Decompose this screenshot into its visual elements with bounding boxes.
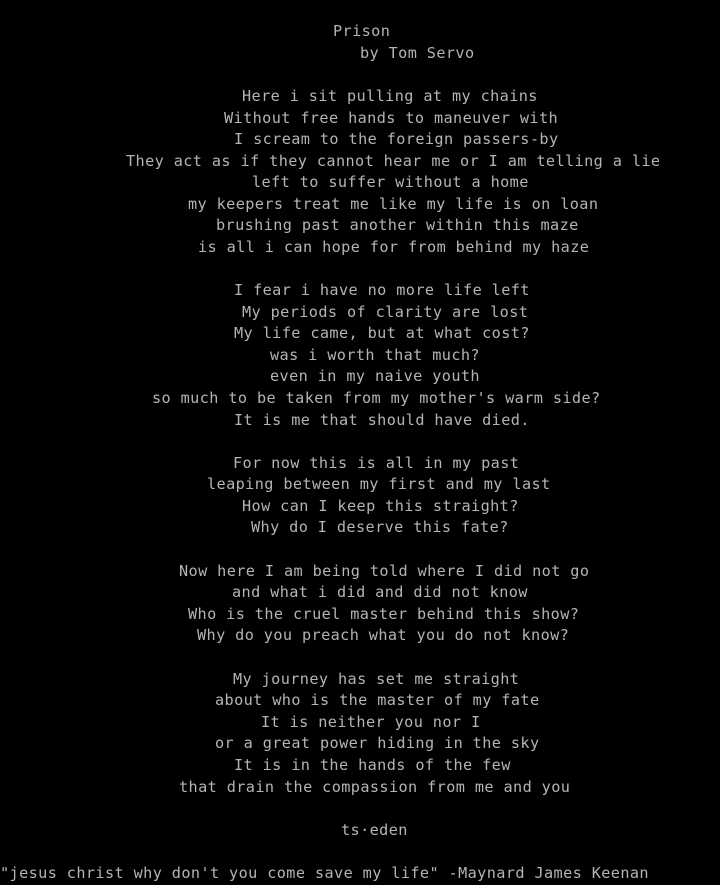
stanza-1-line-6: my keepers treat me like my life is on loan: [188, 195, 599, 213]
stanza-1-line-2: Without free hands to maneuver with: [224, 109, 559, 127]
stanza-5-line-6: that drain the compassion from me and you: [179, 778, 571, 796]
stanza-5-line-2: about who is the master of my fate: [215, 691, 540, 709]
stanza-5-line-3: It is neither you nor I: [261, 713, 481, 731]
poem-byline: by Tom Servo: [360, 44, 475, 62]
stanza-2-line-4: was i worth that much?: [270, 346, 480, 364]
stanza-2-line-6: so much to be taken from my mother's warm side?: [152, 389, 601, 407]
stanza-5-line-1: My journey has set me straight: [233, 670, 520, 688]
stanza-4-line-4: Why do you preach what you do not know?: [197, 626, 570, 644]
stanza-3-line-4: Why do I deserve this fate?: [251, 518, 509, 536]
poem-title: Prison: [333, 22, 391, 40]
stanza-3-line-1: For now this is all in my past: [233, 454, 520, 472]
stanza-2-line-1: I fear i have no more life left: [234, 281, 530, 299]
stanza-1-line-7: brushing past another within this maze: [216, 216, 579, 234]
stanza-3-line-3: How can I keep this straight?: [242, 497, 519, 515]
stanza-2-line-5: even in my naive youth: [270, 367, 480, 385]
stanza-2-line-3: My life came, but at what cost?: [234, 324, 530, 342]
stanza-1-line-3: I scream to the foreign passers-by: [234, 130, 559, 148]
stanza-4-line-1: Now here I am being told where I did not go: [179, 562, 590, 580]
poem-signature: ts·eden: [341, 821, 408, 839]
stanza-4-line-3: Who is the cruel master behind this show?: [188, 605, 580, 623]
closing-quote: "jesus christ why don't you come save my life" -Maynard James Keenan: [0, 864, 649, 882]
stanza-1-line-4: They act as if they cannot hear me or I am telling a lie: [126, 152, 661, 170]
stanza-3-line-2: leaping between my first and my last: [207, 475, 551, 493]
stanza-2-line-2: My periods of clarity are lost: [242, 303, 529, 321]
stanza-2-line-7: It is me that should have died.: [234, 411, 530, 429]
stanza-5-line-5: It is in the hands of the few: [234, 756, 511, 774]
stanza-5-line-4: or a great power hiding in the sky: [215, 734, 540, 752]
stanza-1-line-5: left to suffer without a home: [252, 173, 529, 191]
stanza-1-line-8: is all i can hope for from behind my haze: [198, 238, 590, 256]
stanza-4-line-2: and what i did and did not know: [232, 583, 528, 601]
stanza-1-line-1: Here i sit pulling at my chains: [242, 87, 538, 105]
